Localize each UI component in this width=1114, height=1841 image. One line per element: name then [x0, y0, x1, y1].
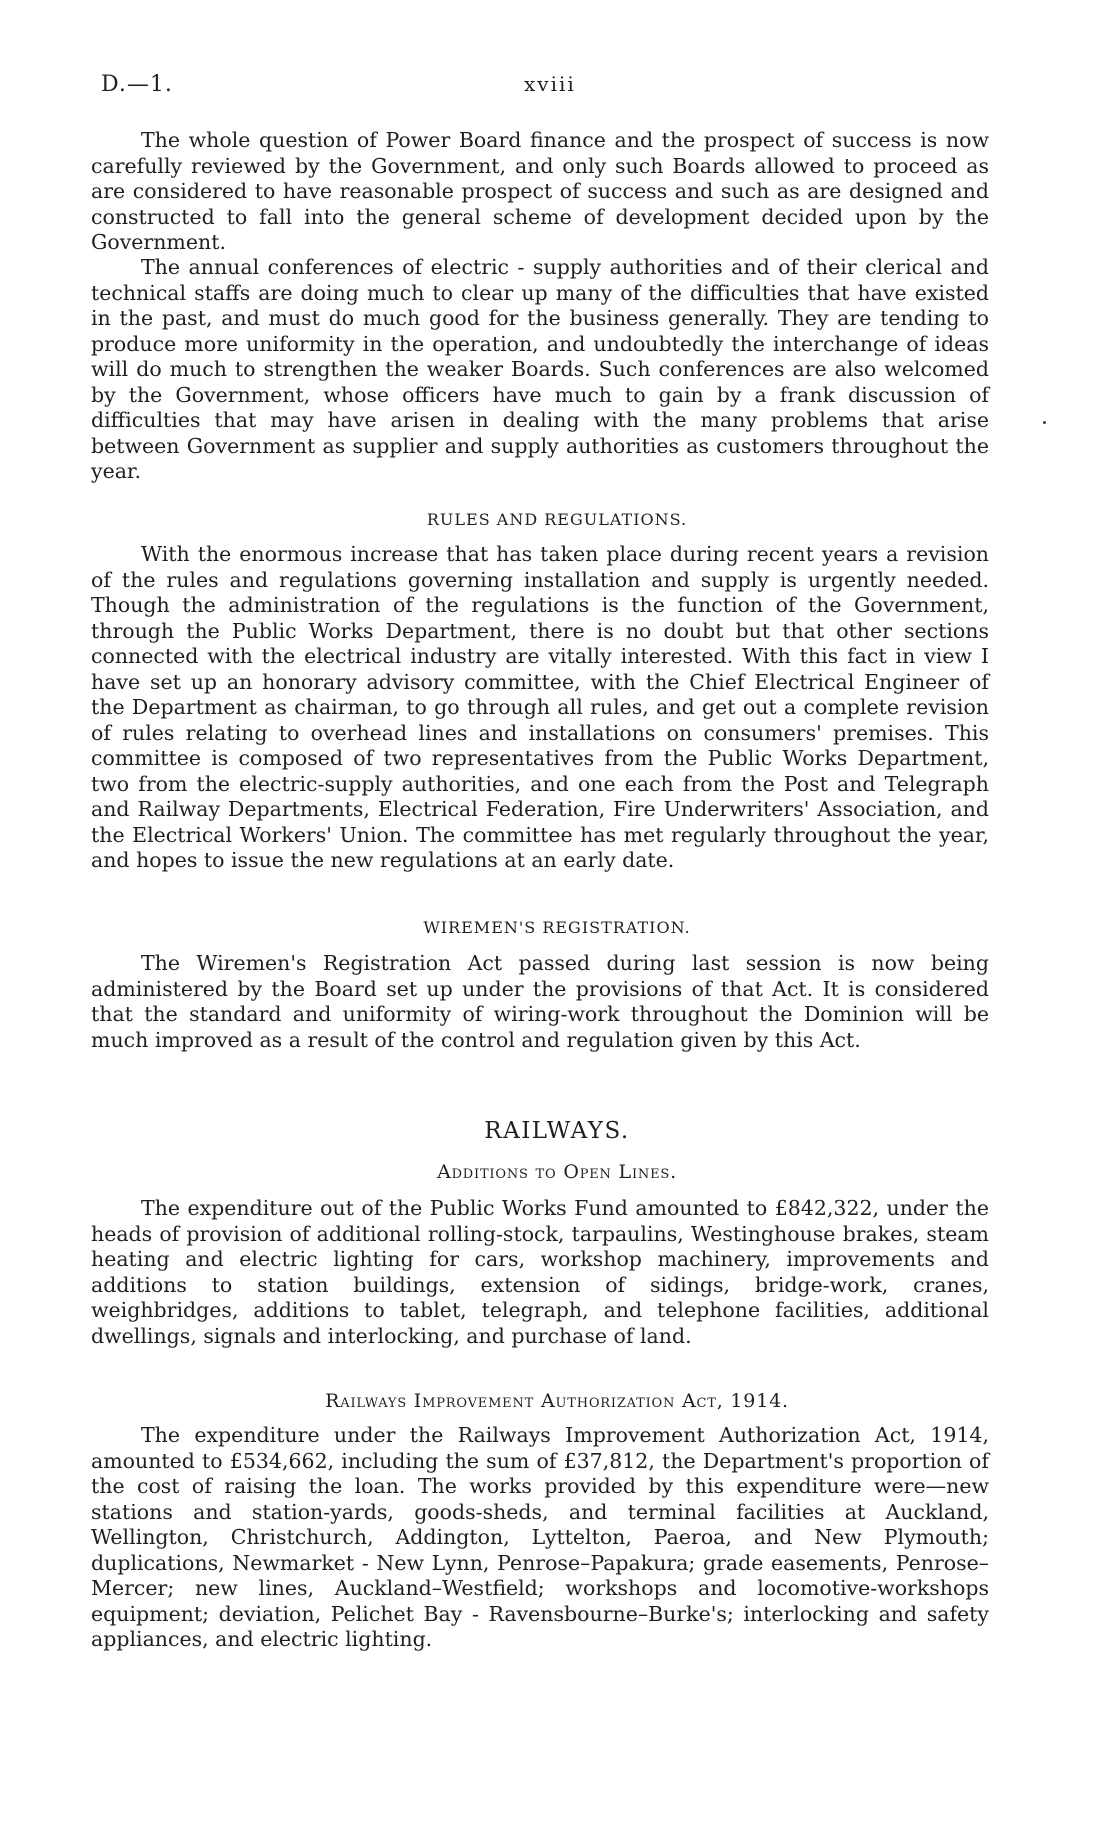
railways-heading: RAILWAYS.: [484, 1118, 630, 1144]
improvement-act-paragraph: The expenditure under the Railways Improvement Authorization Act, 1914, amounted to £534,662, including the sum of £37,812, the Department's proportion of the cost of raising the loan. The works provided by this expenditure were—new stations and station-yards, goods-sheds, and terminal facilities at Auckland, Wellington, Christchurch, Addington, Lyttelton, Paeroa, and New Plymouth; duplications, Newmarket - New Lynn, Penrose–Papakura; grade easements, Penrose–Mercer; new lines, Auckland–Westfield; workshops and locomotive-workshops equipment; deviation, Pelichet Bay - Ravensbourne–Burke's; interlocking and safety appliances, and electric lighting.: [91, 1423, 989, 1651]
wiremen-paragraph: The Wiremen's Registration Act passed during last session is now being administered by the Board set up under the provisions of that Act. It is considered that the standard and uniformity of wiring-work throughout the Dominion will be much improved as a result of the control and regulation given by this Act.: [91, 951, 989, 1052]
improvement-act-paragraph-block: [91, 1423, 989, 1653]
additions-paragraph-block: [91, 1196, 989, 1349]
wiremen-paragraph-block: [91, 951, 989, 1053]
improvement-act-heading: Railways Improvement Authorization Act, 1914.: [325, 1390, 789, 1412]
additions-heading: Additions to Open Lines.: [437, 1161, 677, 1183]
additions-paragraph: The expenditure out of the Public Works Fund amounted to £842,322, under the heads of provision of additional rolling-stock, tarpaulins, Westinghouse brakes, steam heating and electric lighting for cars, workshop machinery, improvements and additions to station buildings, extension of sidings, bridge-work, cranes, weighbridges, additions to tablet, telegraph, and telephone facilities, additional dwellings, signals and interlocking, and purchase of land.: [91, 1196, 989, 1348]
rules-heading: RULES AND REGULATIONS.: [426, 510, 688, 529]
intro-paragraph-2-block: [91, 255, 989, 485]
page-number: xviii: [524, 72, 576, 96]
wiremen-heading: WIREMEN'S REGISTRATION.: [423, 918, 691, 937]
rules-paragraph-block: [91, 542, 989, 874]
intro-paragraph-1-block: [91, 128, 989, 256]
intro-paragraph-1: The whole question of Power Board finance and the prospect of success is now carefully reviewed by the Government, and only such Boards allowed to proceed as are considered to have reasonable prospect of success and such as are designed and constructed to fall into the general scheme of development decided upon by the Government.: [91, 128, 989, 254]
rules-paragraph: With the enormous increase that has taken place during recent years a revision of the rules and regulations governing installation and supply is urgently needed. Though the administration of the regulations is the function of the Government, through the Public Works Department, there is no doubt but that other sections connected with the electrical industry are vitally interested. With this fact in view I have set up an honorary advisory committee, with the Chief Electrical Engineer of the Department as chairman, to go through all rules, and get out a complete revision of rules relating to overhead lines and installations on consumers' premises. This committee is composed of two representatives from the Public Works Department, two from the electric-supply authorities, and one each from the Post and Telegraph and Railway Departments, Electrical Federation, Fire Underwriters' Association, and the Electrical Workers' Union. The committee has met regularly throughout the year, and hopes to issue the new regulations at an early date.: [91, 542, 989, 872]
intro-paragraph-2: The annual conferences of electric - supply authorities and of their clerical and technical staffs are doing much to clear up many of the difficulties that have existed in the past, and must do much good for the business generally. They are tending to produce more uniformity in the operation, and undoubtedly the interchange of ideas will do much to strengthen the weaker Boards. Such conferences are also welcomed by the Government, whose officers have much to gain by a frank discussion of difficulties that may have arisen in dealing with the many problems that arise between Government as supplier and supply authorities as customers throughout the year.: [91, 255, 989, 483]
document-reference: D.—1.: [101, 72, 173, 97]
margin-mark: [1043, 421, 1046, 424]
